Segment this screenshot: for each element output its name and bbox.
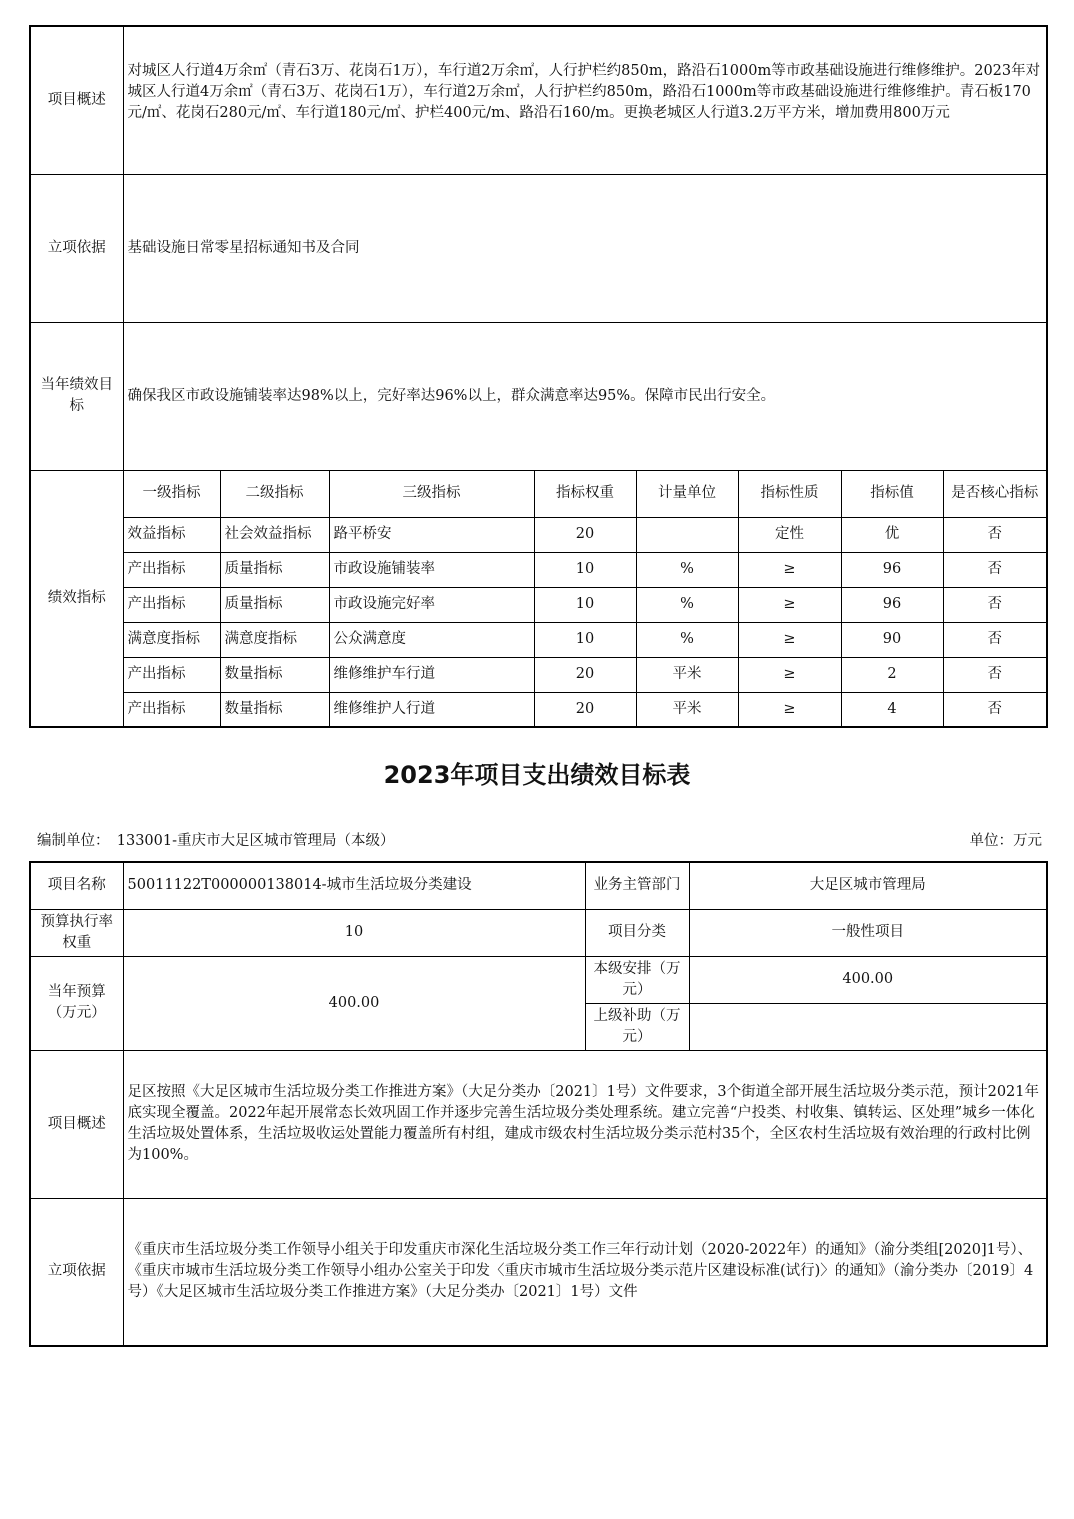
cell-unit: [636, 517, 738, 552]
overview-label: 项目概述: [30, 26, 123, 174]
header-nature: 指标性质: [738, 470, 841, 517]
cell-unit: 平米: [636, 657, 738, 692]
cell-weight: 10: [534, 552, 636, 587]
page-title: 2023年项目支出绩效目标表: [383, 761, 691, 789]
cell-level1: 产出指标: [123, 657, 220, 692]
indicator-label: 绩效指标: [30, 470, 123, 727]
cell-nature: ≥: [738, 692, 841, 727]
upper-subsidy-value: [689, 1003, 1047, 1050]
upper-subsidy-label: 上级补助（万元）: [585, 1003, 689, 1050]
cell-core: 否: [943, 517, 1047, 552]
execution-rate-label: 预算执行率权重: [30, 909, 123, 956]
category-value: 一般性项目: [689, 909, 1047, 956]
cell-weight: 20: [534, 657, 636, 692]
header-level3: 三级指标: [329, 470, 534, 517]
cell-value: 2: [841, 657, 943, 692]
goal-text: 确保我区市政设施铺装率达98%以上，完好率达96%以上，群众满意率达95%。保障市民出行安全。: [123, 322, 1047, 470]
table-row: [30, 517, 1047, 552]
project-name-value: 50011122T000000138014-城市生活垃圾分类建设: [123, 862, 585, 909]
cell-weight: 10: [534, 622, 636, 657]
cell-level1: 产出指标: [123, 692, 220, 727]
cell-level1: 满意度指标: [123, 622, 220, 657]
cell-level2: 社会效益指标: [220, 517, 329, 552]
cell-core: 否: [943, 552, 1047, 587]
table-row: [30, 657, 1047, 692]
header-level2: 二级指标: [220, 470, 329, 517]
cell-level3: 市政设施铺装率: [329, 552, 534, 587]
cell-nature: ≥: [738, 552, 841, 587]
cell-level1: 产出指标: [123, 552, 220, 587]
cell-core: 否: [943, 622, 1047, 657]
cell-level2: 满意度指标: [220, 622, 329, 657]
header-unit: 计量单位: [636, 470, 738, 517]
cell-unit: %: [636, 587, 738, 622]
cell-level3: 维修维护车行道: [329, 657, 534, 692]
budget-label: 当年预算（万元）: [30, 956, 123, 1050]
basis-text: 《重庆市生活垃圾分类工作领导小组关于印发重庆市深化生活垃圾分类工作三年行动计划（2020-2022年）的通知》（渝分类组[2020]1号）、《重庆市城市生活垃圾分类工作领导小组办公室关于印发〈重庆市城市生活垃圾分类示范片区建设标准(试行)〉的通知》（渝分类办〔2019〕4号）《大足区城市生活垃圾分类工作推进方案》（大足分类办〔2021〕1号）文件: [123, 1198, 1047, 1346]
table-row: [30, 692, 1047, 727]
cell-level2: 数量指标: [220, 692, 329, 727]
header-core: 是否核心指标: [943, 470, 1047, 517]
cell-level3: 公众满意度: [329, 622, 534, 657]
basis-label: 立项依据: [30, 1198, 123, 1346]
compiling-unit: 编制单位： 133001-重庆市大足区城市管理局（本级）: [37, 833, 395, 849]
cell-core: 否: [943, 587, 1047, 622]
header-level1: 一级指标: [123, 470, 220, 517]
cell-weight: 20: [534, 692, 636, 727]
cell-weight: 10: [534, 587, 636, 622]
cell-nature: ≥: [738, 622, 841, 657]
table-row: [30, 622, 1047, 657]
cell-value: 90: [841, 622, 943, 657]
local-allocation-value: 400.00: [689, 956, 1047, 1003]
cell-value: 96: [841, 587, 943, 622]
execution-rate-value: 10: [123, 909, 585, 956]
department-value: 大足区城市管理局: [689, 862, 1047, 909]
cell-value: 4: [841, 692, 943, 727]
cell-unit: 平米: [636, 692, 738, 727]
table-row: [30, 552, 1047, 587]
category-label: 项目分类: [585, 909, 689, 956]
performance-table-continued: [29, 25, 1048, 728]
cell-level2: 数量指标: [220, 657, 329, 692]
cell-unit: %: [636, 552, 738, 587]
cell-level3: 路平桥安: [329, 517, 534, 552]
table-row: [30, 587, 1047, 622]
cell-value: 优: [841, 517, 943, 552]
overview-label: 项目概述: [30, 1050, 123, 1198]
cell-level3: 维修维护人行道: [329, 692, 534, 727]
currency-unit: 单位：万元: [969, 833, 1042, 849]
header-weight: 指标权重: [534, 470, 636, 517]
budget-value: 400.00: [123, 956, 585, 1050]
project-name-label: 项目名称: [30, 862, 123, 909]
cell-nature: 定性: [738, 517, 841, 552]
overview-text: 足区按照《大足区城市生活垃圾分类工作推进方案》（大足分类办〔2021〕1号）文件要求，3个街道全部开展生活垃圾分类示范，预计2021年底实现全覆盖。2022年起开展常态长效巩固工作并逐步完善生活垃圾分类处理系统。建立完善“户投类、村收集、镇转运、区处理”城乡一体化生活垃圾处置体系，生活垃圾收运处置能力覆盖所有村组，建成市级农村生活垃圾分类示范村35个，全区农村生活垃圾有效治理的行政村比例为100%。: [123, 1050, 1047, 1198]
cell-weight: 20: [534, 517, 636, 552]
cell-nature: ≥: [738, 657, 841, 692]
cell-level1: 产出指标: [123, 587, 220, 622]
basis-text: 基础设施日常零星招标通知书及合同: [123, 174, 1047, 322]
basis-label: 立项依据: [30, 174, 123, 322]
cell-level2: 质量指标: [220, 587, 329, 622]
cell-value: 96: [841, 552, 943, 587]
cell-level3: 市政设施完好率: [329, 587, 534, 622]
overview-text: 对城区人行道4万余㎡（青石3万、花岗石1万），车行道2万余㎡，人行护栏约850m，路沿石1000m等市政基础设施进行维修维护。2023年对城区人行道4万余㎡（青石3万、花岗石1万），车行道2万余㎡，人行护栏约850m，路沿石1000m等市政基础设施进行维修维护。青石板170元/㎡、花岗石280元/㎡、车行道180元/㎡、护栏400元/m、路沿石160/m。更换老城区人行道3.2万平方米，增加费用800万元: [123, 26, 1047, 174]
cell-nature: ≥: [738, 587, 841, 622]
cell-level1: 效益指标: [123, 517, 220, 552]
cell-core: 否: [943, 692, 1047, 727]
goal-label: 当年绩效目标: [30, 322, 123, 470]
cell-level2: 质量指标: [220, 552, 329, 587]
local-allocation-label: 本级安排（万元）: [585, 956, 689, 1003]
project-info-table: [29, 861, 1048, 1347]
department-label: 业务主管部门: [585, 862, 689, 909]
header-value: 指标值: [841, 470, 943, 517]
cell-unit: %: [636, 622, 738, 657]
cell-core: 否: [943, 657, 1047, 692]
